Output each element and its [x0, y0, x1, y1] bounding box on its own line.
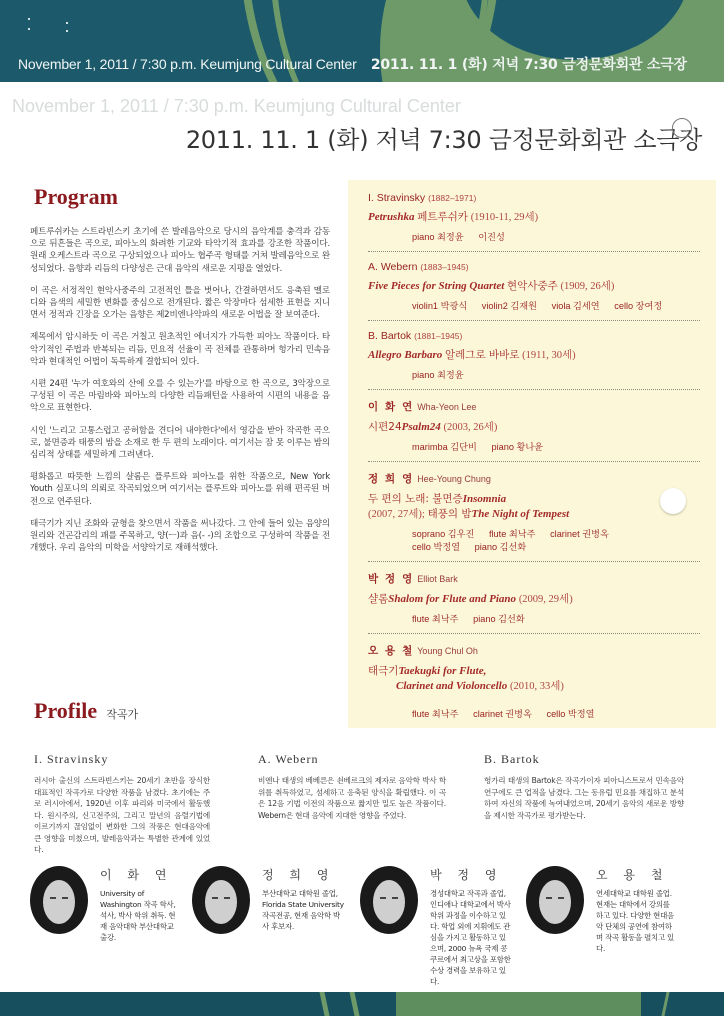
profile-heading-ko: 작곡가	[106, 708, 139, 721]
person-name: 박 정 영	[430, 868, 503, 882]
work-title-en: Petrushka	[368, 211, 415, 223]
work-title-en: Insomnia	[462, 493, 507, 505]
composer-name-en: Elliot Bark	[417, 574, 458, 584]
performers	[368, 613, 700, 626]
composer-name-en: Hee-Young Chung	[417, 474, 491, 484]
composer-name-ko: 오 용 철	[368, 645, 415, 657]
banner-stripe-graphic	[661, 992, 669, 1016]
work-title-en: Taekugki for Flute,	[398, 665, 487, 677]
work-meta: (1911, 30세)	[522, 350, 576, 361]
performer: marimba 김단비	[412, 442, 477, 452]
person-name: 정 희 영	[262, 868, 335, 882]
work-title-en: Shalom for Flute and Piano	[388, 593, 517, 605]
bio-webern	[258, 752, 446, 821]
profile-heading-en: Profile	[34, 698, 98, 723]
program-paragraph: 태극기가 지닌 조화와 균형을 찾으면서 작품을 써나갔다. 그 안에 들어 있는 음양의 원리와 건곤감리의 괘를 주목하고, 양(ㅡ)과 음(- -)의 조합으로 구성하여 작품을 전개했다. 우리 음악의 미학을 서양악기로 재해석했다.	[30, 518, 330, 554]
work-title-en: Five Pieces for String Quartet	[368, 280, 505, 292]
performer: violin1 박광식	[412, 301, 468, 311]
program-item-webern	[368, 261, 700, 321]
composer-line	[368, 471, 700, 486]
work-meta: (2010, 33세)	[510, 681, 564, 692]
composer-line	[368, 261, 700, 273]
date-title: 2011. 11. 1 (화) 저녁 7:30 금정문화회관 소극장	[185, 126, 702, 154]
composer-line	[368, 571, 700, 586]
work-title-ko: 현악사중주	[507, 280, 558, 292]
program-paragraph: 평화롭고 따뜻한 느낌의 샬롬은 플루트와 피아노를 위한 작품으로, New York Youth 심포니의 의뢰로 작곡되었으며 여기서는 플루트와 피아노를 위해 편곡된 버전으로 연주된다.	[30, 472, 330, 507]
work-title-ko: 페트루쉬카	[417, 211, 468, 223]
work-title-ko: 시편24	[368, 421, 402, 433]
banner-swirl-graphic	[396, 992, 641, 1016]
composer-name-en: Wha-Yeon Lee	[417, 402, 477, 412]
performer: flute 최낙주	[488, 529, 536, 539]
bio-text: 러시아 출신의 스트라빈스키는 20세기 초반을 장식한 대표적인 작곡가로 다양한 작품을 남겼다. 초기에는 주로 러시아에서, 1920년 이후 파리와 미국에서 활동했다. 원시주의, 신고전주의, 그리고 말년의 음렬기법에 이르기까지 끊임없이 변화한 그의 작풍은 현대음악에 큰 영향을 미쳤으며, 발레음악과는 특별한 관계에 있었다.	[34, 776, 210, 854]
composer-name-ko: 정 희 영	[368, 473, 415, 485]
person-name: 이 화 연	[100, 868, 173, 882]
performer: soprano 김우진	[412, 529, 475, 539]
performer: piano 황나윤	[491, 442, 544, 452]
performer: flute 최낙주	[412, 709, 459, 719]
top-banner	[0, 0, 724, 82]
performers	[368, 300, 700, 313]
program-heading: Program	[34, 184, 118, 209]
banner-date-ko: 2011. 11. 1 (화) 저녁 7:30 금정문화회관 소극장	[370, 57, 687, 73]
work-title	[368, 210, 700, 225]
bio-name: A. Webern	[258, 752, 319, 766]
work-title	[368, 664, 700, 694]
bio-name: B. Bartok	[484, 752, 540, 766]
bio-name: I. Stravinsky	[34, 752, 109, 766]
performer: cello 박정열	[412, 542, 461, 552]
work-title-en: Allegro Barbaro	[368, 349, 443, 361]
portrait-face	[205, 880, 237, 924]
work-title-en: Psalm24	[401, 421, 441, 433]
performers	[368, 441, 700, 454]
avatar	[360, 866, 418, 934]
banner-stripe-graphic	[349, 992, 359, 1016]
performer: violin2 김재원	[481, 301, 538, 311]
performer: piano 최정윤	[412, 370, 464, 380]
work-meta: (2009, 29세)	[518, 594, 573, 605]
work-title-en: The Night of Tempest	[471, 508, 570, 520]
sparkle-dot	[66, 22, 68, 24]
composer-name-en: Young Chul Oh	[417, 646, 478, 656]
composer-name: B. Bartok	[368, 330, 412, 342]
work-meta: (2003, 26세)	[443, 422, 498, 433]
program-paragraph: 페트루쉬카는 스트라빈스키 초기에 쓴 발레음악으로 당시의 음악계를 충격과 감동으로 뒤흔들은 곡으로, 피아노의 화려한 기교와 타악기적 효과를 강조한 작품이다. 원래 오케스트라 곡으로 구상되었으나 피아노 협주곡 형태를 거쳐 발레음악으로 완성되었다. 음향과 리듬의 다양성은 근대 음악의 새로운 지평을 열었다.	[30, 227, 330, 274]
performers	[368, 528, 700, 554]
work-title-en: Clarinet and Violoncello	[396, 680, 508, 692]
program-item-bark	[368, 571, 700, 634]
sparkle-dot	[28, 18, 30, 20]
ghost-title: November 1, 2011 / 7:30 p.m. Keumjung Cultural Center	[12, 96, 461, 116]
program-list-panel	[348, 180, 716, 728]
sparkle-dot	[66, 30, 68, 32]
composer-line	[368, 643, 700, 658]
banner-date-en: November 1, 2011 / 7:30 p.m. Keumjung Cultural Center	[18, 56, 357, 72]
program-item-stravinsky	[368, 192, 700, 252]
composer-line	[368, 192, 700, 204]
work-meta: (1910-11, 29세)	[470, 212, 539, 223]
composer-name: A. Webern	[368, 261, 418, 273]
portrait-face	[539, 880, 571, 924]
performer: piano 김선화	[474, 542, 527, 552]
performer: 이진성	[478, 232, 505, 242]
bottom-banner	[0, 992, 724, 1016]
bio-text: 헝가리 태생의 Bartok은 작곡가이자 피아니스트로서 민속음악 연구에도 큰 업적을 남겼다. 그는 동유럽 민요를 채집하고 분석하여 자신의 작품에 녹여내었으며, 20세기 음악의 새로운 방향을 제시한 작곡가로 평가받는다.	[484, 776, 684, 820]
person-bio: University of Washington 작곡 학사, 석사, 박사 학위 취득. 현재 음악대학 부산대학교 출강.	[100, 889, 176, 942]
portrait-face	[373, 880, 405, 924]
program-paragraph: 시편 24편 '누가 여호와의 산에 오를 수 있는가'를 바탕으로 한 곡으로, 3악장으로 구성된 이 곡은 마림바와 피아노의 다양한 리듬패턴을 사용하여 시편의 내용을 음악으로 표현한다.	[30, 379, 330, 414]
work-title	[368, 279, 700, 294]
punch-hole-mark	[672, 118, 692, 138]
work-title	[368, 592, 700, 607]
performer: clarinet 권병옥	[473, 709, 532, 719]
bio-text: 비엔나 태생의 베베른은 쇤베르크의 제자로 음악학 박사 학위를 취득하였고, 섬세하고 응축된 양식을 확립했다. 이 곡은 12음 기법 이전의 작품으로 짧지만 밀도 높은 작품이다. Webern은 현대 음악에 지대한 영향을 주었다.	[258, 776, 446, 820]
punch-hole-mark	[660, 488, 686, 514]
program-item-oh	[368, 643, 700, 729]
composer-years: (1882–1971)	[428, 193, 477, 203]
work-title-ko: 태풍의 밤	[427, 508, 472, 520]
performers	[368, 369, 700, 382]
profile-heading	[34, 698, 138, 724]
work-title	[368, 348, 700, 363]
person-bio: 경성대학교 작곡과 졸업, 인디애나 대학교에서 박사 학위 과정을 이수하고 있다. 학업 외에 지휘에도 관심을 가지고 활동하고 있으며, 2000 뉴욕 국제 콩쿠르에서 최고상을 포함한 수상 경력을 보유하고 있다.	[430, 889, 511, 986]
performers	[368, 708, 700, 721]
bio-bartok	[484, 752, 684, 821]
person-bio: 연세대학교 대학원 졸업. 현재는 대학에서 강의를 하고 있다. 다양한 현대음악 단체의 공연에 참여하며 작곡 활동을 펼치고 있다.	[596, 889, 674, 953]
program-item-chung	[368, 471, 700, 562]
performer: cello 박정열	[546, 709, 595, 719]
work-title-ko: 태극기	[368, 665, 399, 677]
composer-years: (1881–1945)	[414, 331, 463, 341]
work-meta: (2007, 27세);	[368, 509, 425, 520]
portrait-face	[43, 880, 75, 924]
program-item-lee	[368, 399, 700, 462]
composer-name-ko: 박 정 영	[368, 573, 415, 585]
program-item-bartok	[368, 330, 700, 390]
work-title	[368, 492, 700, 522]
composer-years: (1883–1945)	[420, 262, 469, 272]
work-meta: (1909, 26세)	[560, 281, 615, 292]
sparkle-dot	[28, 28, 30, 30]
work-title-ko: 샬롬	[368, 593, 389, 605]
banner-text	[18, 54, 714, 74]
composer-line	[368, 330, 700, 342]
performer: piano 최정윤	[412, 232, 464, 242]
bio-stravinsky	[34, 752, 210, 856]
program-paragraph: 시인 '느리고 고통스럽고 공허함을 견디어 내야한다'에서 영감을 받아 작곡한 곡으로, 불면증과 태풍의 밤을 소재로 한 두 편의 노래이다. 여기서는 잠 못 이루는 밤의 심리적 상태를 세밀하게 그려낸다.	[30, 425, 330, 461]
performer: cello 장여정	[614, 301, 663, 311]
performer: clarinet 권병옥	[550, 529, 609, 539]
person-bio: 부산대학교 대학원 졸업, Florida State University 작곡전공, 현재 음악학 박사 후보자.	[262, 889, 344, 931]
banner-stripe-graphic	[319, 992, 329, 1016]
avatar	[192, 866, 250, 934]
program-paragraph: 이 곡은 서정적인 현악사중주의 고전적인 틀을 벗어나, 간결하면서도 응축된 멜로디와 음색의 세밀한 변화를 중심으로 전개된다. 짧은 악장마다 섬세한 표현을 지니면서 정적과 긴장을 오가는 음향은 제2비엔나악파의 새로운 어법을 잘 보여준다.	[30, 285, 330, 321]
program-description	[30, 226, 330, 564]
avatar	[30, 866, 88, 934]
performer: piano 김선화	[473, 614, 525, 624]
performers	[368, 231, 700, 244]
work-title-ko: 알레그로 바바로	[445, 349, 520, 361]
composer-line	[368, 399, 700, 414]
work-title	[368, 420, 700, 435]
performer: flute 최낙주	[412, 614, 459, 624]
performer: viola 김세연	[551, 301, 600, 311]
work-title-ko: 두 편의 노래: 불면증	[368, 493, 463, 505]
composer-name-ko: 이 화 연	[368, 401, 415, 413]
composer-name: I. Stravinsky	[368, 192, 426, 204]
avatar	[526, 866, 584, 934]
program-paragraph: 제목에서 암시하듯 이 곡은 거칠고 원초적인 에너지가 가득한 피아노 작품이다. 타악기적인 주법과 반복되는 리듬, 민요적 선율이 곡 전체를 관통하며 헝가리 민속음악과 현대적인 어법이 독특하게 결합되어 있다.	[30, 332, 330, 367]
person-name: 오 용 철	[596, 868, 669, 882]
